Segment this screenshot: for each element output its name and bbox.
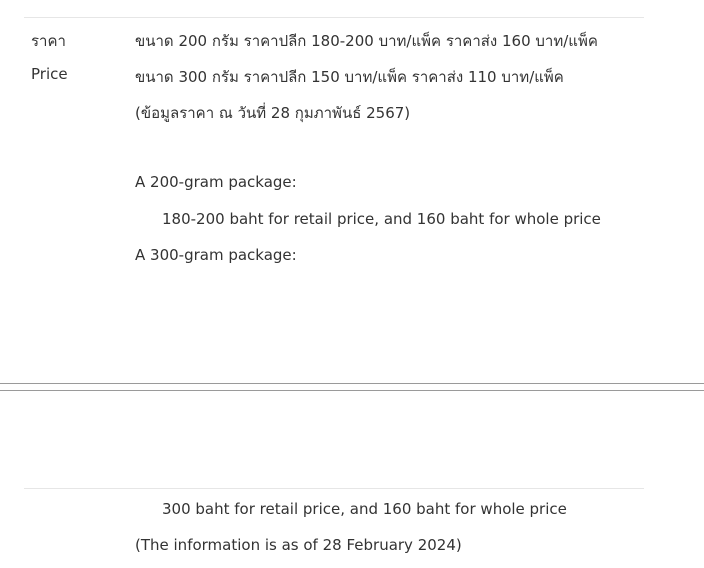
table-top-divider [24,17,644,18]
section-divider [24,488,644,489]
english-300g-detail: 300 baht for retail price, and 160 baht for whole price [162,500,567,518]
price-label-thai: ราคา [31,32,66,50]
english-200g-heading: A 200-gram package: [135,173,297,191]
thai-price-date-note: (ข้อมูลราคา ณ วันที่ 28 กุมภาพันธ์ 2567) [135,104,411,122]
english-info-date-note: (The information is as of 28 February 2024) [135,536,462,554]
english-300g-heading: A 300-gram package: [135,246,297,264]
thai-price-line-200g: ขนาด 200 กรัม ราคาปลีก 180-200 บาท/แพ็ค ราคาส่ง 160 บาท/แพ็ค [135,32,598,50]
price-label-english: Price [31,65,68,83]
page-break-line [0,383,704,384]
page-break-line [0,390,704,391]
thai-price-line-300g: ขนาด 300 กรัม ราคาปลีก 150 บาท/แพ็ค ราคาส่ง 110 บาท/แพ็ค [135,68,564,86]
english-200g-detail: 180-200 baht for retail price, and 160 baht for whole price [162,210,601,228]
